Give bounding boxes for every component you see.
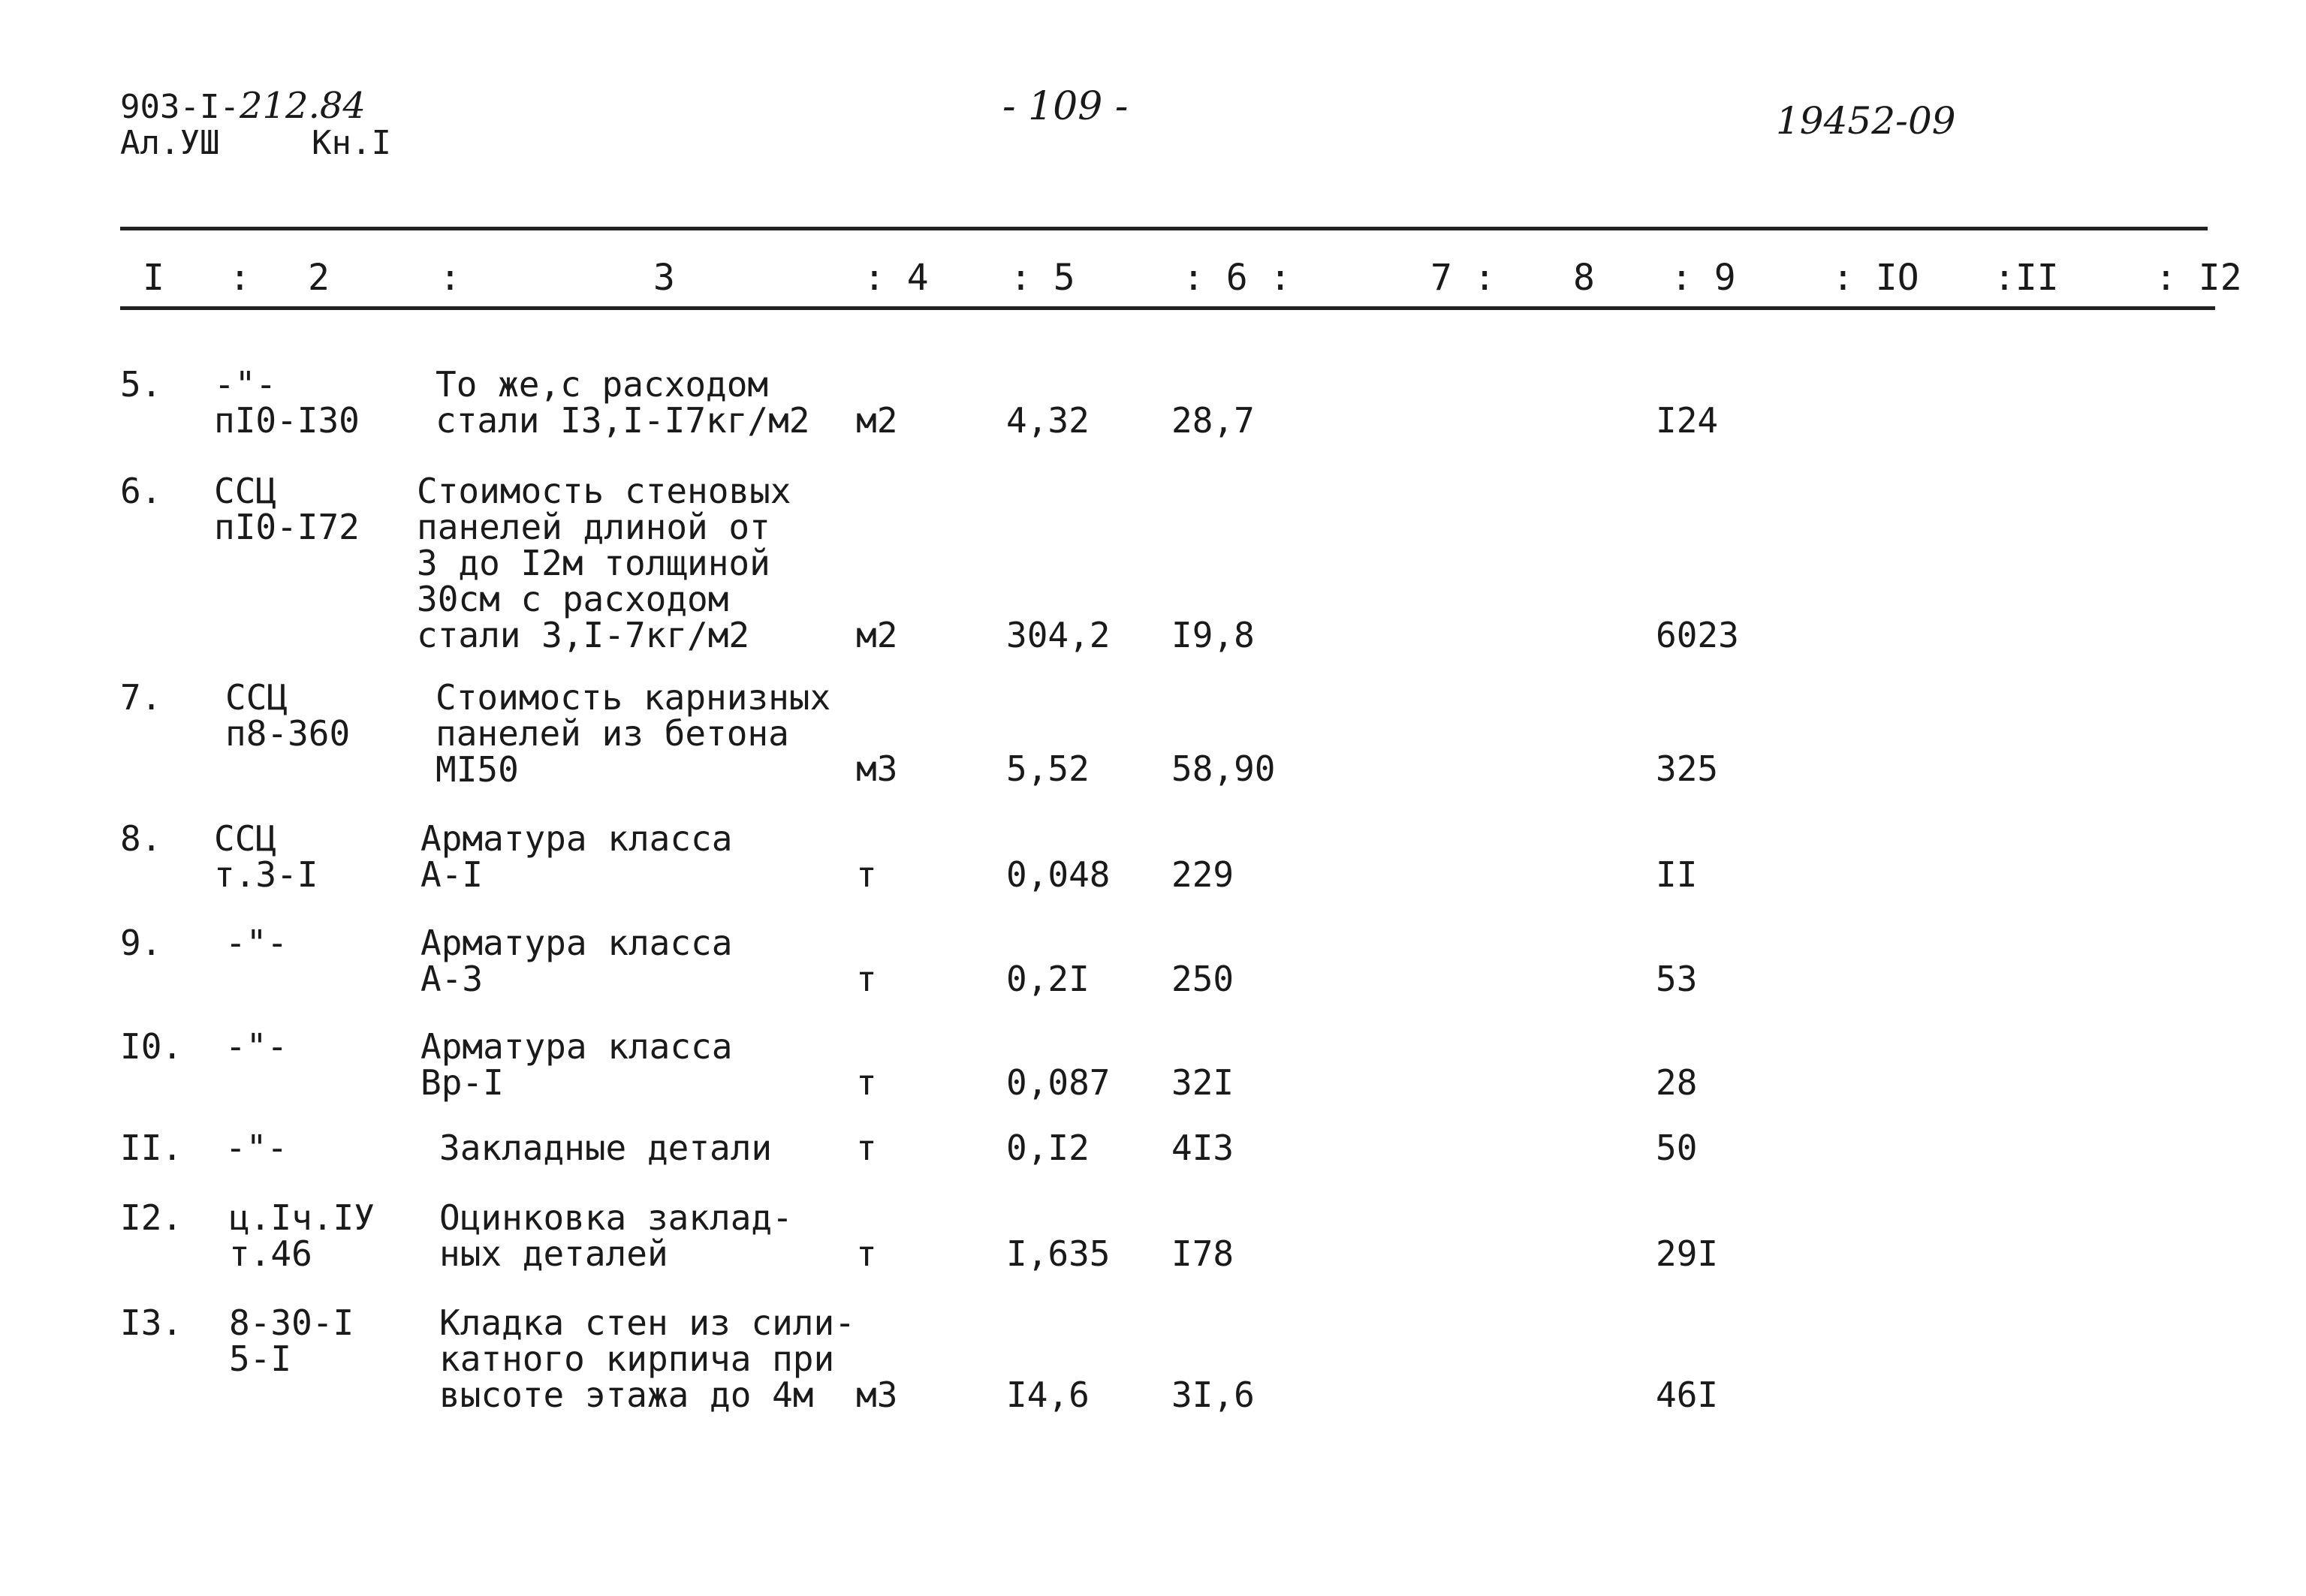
column-separator: : (439, 257, 461, 299)
row-number: I3. (120, 1302, 183, 1343)
column-number: : 6 : (1183, 257, 1292, 299)
row-quantity: 0,2I (1006, 959, 1090, 999)
row-unit: т (856, 959, 877, 999)
row-number: 8. (120, 818, 162, 859)
column-number: 2 (308, 257, 330, 299)
row-number: II. (120, 1128, 183, 1168)
row-quantity: 304,2 (1006, 615, 1111, 655)
row-reference: ц.Iч.IУ т.46 (229, 1197, 375, 1274)
row-unit-price: I9,8 (1171, 615, 1255, 655)
row-total: 325 (1656, 748, 1719, 789)
row-unit-price: 32I (1171, 1062, 1234, 1103)
row-unit: м3 (856, 1375, 898, 1415)
row-reference: ССЦ пI0-I72 (214, 471, 360, 547)
document-code-handwritten: 212.84 (239, 85, 366, 127)
row-reference: -"- (225, 1128, 288, 1168)
page-number: - 109 - (1002, 84, 1129, 129)
column-number: 3 (653, 257, 675, 299)
row-reference: ССЦ т.3-I (214, 818, 318, 895)
document-code (120, 85, 366, 127)
row-number: 7. (120, 677, 162, 718)
row-total: 50 (1656, 1128, 1698, 1168)
row-description: Оцинковка заклад- ных деталей (439, 1197, 793, 1274)
row-reference: -"- (225, 1026, 288, 1067)
row-total: I24 (1656, 400, 1719, 441)
row-unit-price: 250 (1171, 959, 1234, 999)
row-unit: т (856, 1233, 877, 1274)
row-unit-price: I78 (1171, 1233, 1234, 1274)
row-quantity: I4,6 (1006, 1375, 1090, 1415)
row-unit: м2 (856, 400, 898, 441)
book-label: Кн.I (312, 124, 391, 162)
row-description: То же,с расходом стали I3,I-I7кг/м2 (436, 364, 810, 441)
column-number: : 4 (864, 257, 929, 299)
row-quantity: 4,32 (1006, 400, 1090, 441)
row-quantity: 0,048 (1006, 854, 1111, 895)
row-unit-price: 229 (1171, 854, 1234, 895)
row-unit: т (856, 1128, 877, 1168)
column-number: 7 : (1430, 257, 1496, 299)
row-number: 6. (120, 471, 162, 511)
row-description: Стоимость стеновых панелей длиной от 3 до I2м толщиной 30см с расходом стали 3,I-7кг/м2 (417, 471, 791, 655)
row-reference: -"- пI0-I30 (214, 364, 360, 441)
row-unit: т (856, 854, 877, 895)
column-number: : 5 (1010, 257, 1075, 299)
row-unit-price: 58,90 (1171, 748, 1276, 789)
row-total: 29I (1656, 1233, 1719, 1274)
row-unit-price: 28,7 (1171, 400, 1255, 441)
column-number: 8 (1573, 257, 1595, 299)
row-description: Кладка стен из сили- катного кирпича при высоте этажа до 4м (439, 1302, 855, 1415)
row-description: Арматура класса Вр-I (421, 1026, 733, 1103)
row-unit: т (856, 1062, 877, 1103)
row-description: Стоимость карнизных панелей из бетона МI50 (436, 677, 831, 790)
column-number: : 9 (1671, 257, 1736, 299)
column-number: : I2 (2155, 257, 2242, 299)
row-quantity: I,635 (1006, 1233, 1111, 1274)
row-total: 46I (1656, 1375, 1719, 1415)
row-quantity: 5,52 (1006, 748, 1090, 789)
album-label: Ал.УШ (120, 124, 220, 162)
row-description: Арматура класса А-3 (421, 923, 733, 999)
row-quantity: 0,087 (1006, 1062, 1111, 1103)
row-description: Арматура класса А-I (421, 818, 733, 895)
row-description: Закладные детали (439, 1128, 773, 1168)
column-number: : IO (1832, 257, 1919, 299)
row-number: I2. (120, 1197, 183, 1238)
top-rule (120, 227, 2208, 230)
row-total: 6023 (1656, 615, 1739, 655)
archive-number: 19452-09 (1776, 99, 1956, 143)
row-total: 53 (1656, 959, 1698, 999)
row-quantity: 0,I2 (1006, 1128, 1090, 1168)
row-reference: ССЦ п8-360 (225, 677, 351, 754)
row-number: 5. (120, 364, 162, 405)
row-number: I0. (120, 1026, 183, 1067)
row-unit: м3 (856, 748, 898, 789)
row-unit: м2 (856, 615, 898, 655)
row-number: 9. (120, 923, 162, 963)
row-total: II (1656, 854, 1698, 895)
column-separator: : (229, 257, 251, 299)
row-reference: -"- (225, 923, 288, 963)
row-unit-price: 4I3 (1171, 1128, 1234, 1168)
column-header-rule (120, 306, 2215, 310)
column-number: I (143, 257, 164, 299)
row-reference: 8-30-I 5-I (229, 1302, 354, 1379)
column-number: :II (1994, 257, 2059, 299)
row-unit-price: 3I,6 (1171, 1375, 1255, 1415)
row-total: 28 (1656, 1062, 1698, 1103)
document-code-prefix: 903-I- (120, 88, 240, 126)
